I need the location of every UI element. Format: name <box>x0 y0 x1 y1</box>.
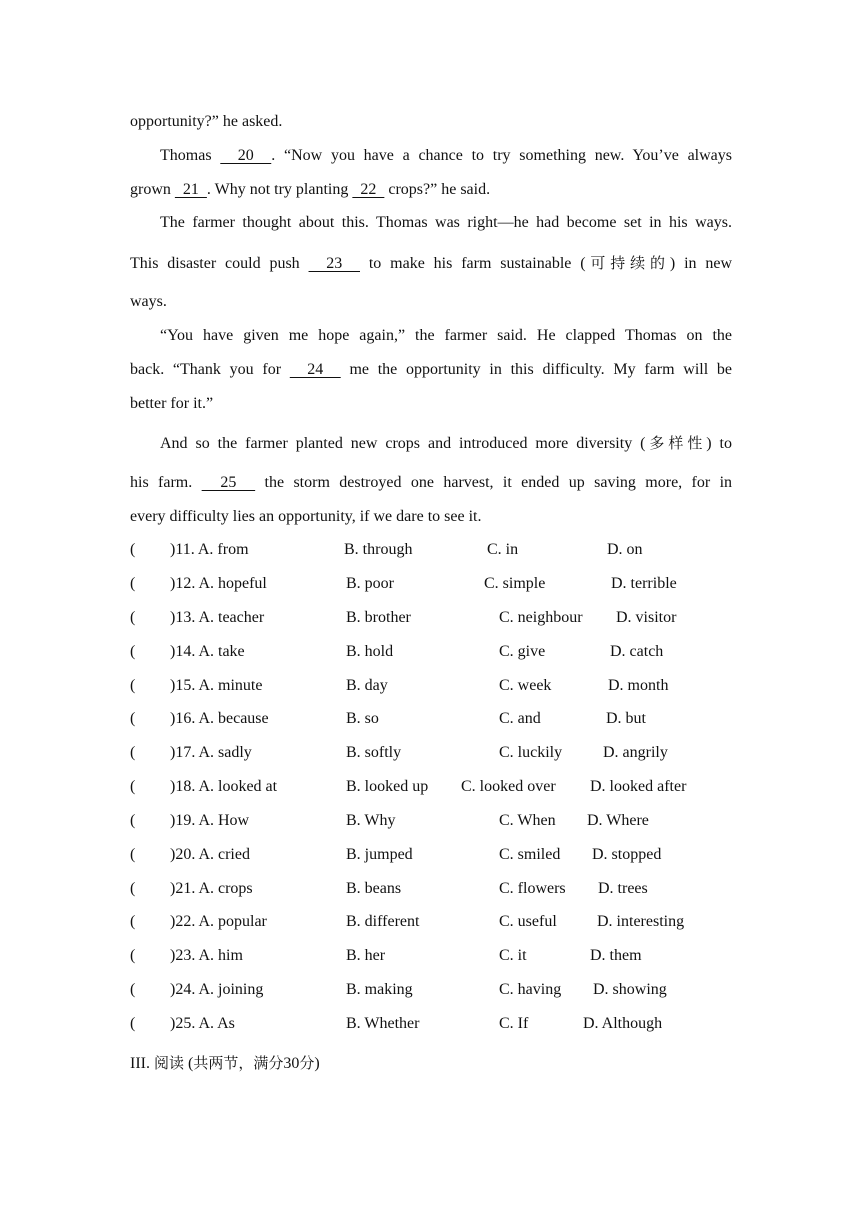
option-c: C. week <box>499 677 552 694</box>
option-a: )11. A. from <box>170 541 249 558</box>
option-c: C. looked over <box>461 778 556 795</box>
option-a: )15. A. minute <box>170 677 263 694</box>
option-c: C. simple <box>484 575 546 592</box>
option-b: B. looked up <box>346 778 429 795</box>
option-c: C. If <box>499 1015 529 1032</box>
question-row <box>130 845 750 865</box>
passage-text: every difficulty lies an opportunity, if we dare to see it. <box>130 508 482 525</box>
passage-text: crops?” he said. <box>384 181 491 198</box>
passage-text: This disaster could push <box>130 255 309 272</box>
passage-text: me the opportunity in this difficulty. My farm will be <box>340 361 733 378</box>
option-c: C. it <box>499 947 527 964</box>
answer-paren: ( <box>130 677 136 694</box>
blank-23: 23 <box>308 255 360 272</box>
option-d: D. stopped <box>592 846 662 863</box>
passage-text: “You have given me hope again,” the farmer said. He clapped Thomas on the <box>160 327 732 344</box>
passage-text: And so the farmer planted new crops and introduced more diversity ( <box>160 435 646 452</box>
option-a: )12. A. hopeful <box>170 575 267 592</box>
question-row <box>130 777 750 797</box>
option-c: C. in <box>487 541 519 558</box>
blank-25: 25 <box>201 474 256 491</box>
option-c: C. having <box>499 981 562 998</box>
option-c: C. and <box>499 710 541 727</box>
option-c: C. give <box>499 643 546 660</box>
answer-paren: ( <box>130 575 136 592</box>
option-b: B. so <box>346 710 379 727</box>
passage-line <box>130 507 732 527</box>
passage-text: better for it.” <box>130 395 214 412</box>
passage-line <box>130 473 732 493</box>
option-b: B. Whether <box>346 1015 420 1032</box>
option-c: C. When <box>499 812 556 829</box>
option-d: D. showing <box>593 981 667 998</box>
option-b: B. making <box>346 981 413 998</box>
answer-paren: ( <box>130 710 136 727</box>
option-a: )14. A. take <box>170 643 245 660</box>
answer-paren: ( <box>130 643 136 660</box>
answer-paren: ( <box>130 744 136 761</box>
section-text-cjk: 共两节，满分 <box>193 1054 284 1072</box>
blank-22: 22 <box>352 181 385 198</box>
section-heading <box>130 1053 320 1074</box>
option-c: C. useful <box>499 913 557 930</box>
option-d: D. visitor <box>616 609 677 626</box>
option-d: D. angrily <box>603 744 668 761</box>
option-d: D. Where <box>587 812 649 829</box>
option-a: )24. A. joining <box>170 981 264 998</box>
blank-21: 21 <box>174 181 207 198</box>
option-c: C. luckily <box>499 744 563 761</box>
option-d: D. on <box>607 541 643 558</box>
option-a: )22. A. popular <box>170 913 267 930</box>
option-b: B. softly <box>346 744 402 761</box>
option-a: )16. A. because <box>170 710 269 727</box>
option-d: D. them <box>590 947 642 964</box>
passage-text: the storm destroyed one harvest, it ended up saving more, for in <box>255 474 733 491</box>
passage-line <box>130 360 732 380</box>
section-text-cjk: 分 <box>299 1054 315 1072</box>
option-d: D. catch <box>610 643 664 660</box>
answer-paren: ( <box>130 541 136 558</box>
option-c: C. smiled <box>499 846 561 863</box>
answer-paren: ( <box>130 812 136 829</box>
question-row <box>130 574 750 594</box>
passage-text: . Why not try planting <box>206 181 353 198</box>
section-text: ) <box>314 1055 320 1072</box>
passage-line <box>130 433 732 454</box>
question-row <box>130 980 750 1000</box>
option-b: B. poor <box>346 575 394 592</box>
option-b: B. her <box>346 947 386 964</box>
passage-line <box>130 292 732 312</box>
answer-paren: ( <box>130 846 136 863</box>
option-b: B. beans <box>346 880 402 897</box>
option-b: B. through <box>344 541 413 558</box>
option-b: B. different <box>346 913 420 930</box>
passage-text: ) to <box>706 435 732 452</box>
option-d: D. month <box>608 677 669 694</box>
option-c: C. flowers <box>499 880 566 897</box>
blank-24: 24 <box>289 361 341 378</box>
question-row <box>130 540 750 560</box>
option-a: )17. A. sadly <box>170 744 252 761</box>
answer-paren: ( <box>130 880 136 897</box>
answer-paren: ( <box>130 913 136 930</box>
passage-line <box>130 112 732 132</box>
option-b: B. Why <box>346 812 396 829</box>
question-row <box>130 608 750 628</box>
answer-paren: ( <box>130 947 136 964</box>
passage-text: to make his farm sustainable ( <box>360 255 586 272</box>
question-row <box>130 676 750 696</box>
passage-line <box>130 394 732 414</box>
section-score: 30 <box>283 1055 300 1072</box>
option-c: C. neighbour <box>499 609 583 626</box>
option-a: )25. A. As <box>170 1015 235 1032</box>
passage-line <box>130 213 732 233</box>
option-a: )23. A. him <box>170 947 243 964</box>
answer-paren: ( <box>130 609 136 626</box>
passage-text: opportunity?” he asked. <box>130 113 283 130</box>
option-a: )13. A. teacher <box>170 609 265 626</box>
answer-paren: ( <box>130 778 136 795</box>
passage-text: ) in new <box>669 255 733 272</box>
question-row <box>130 709 750 729</box>
option-d: D. interesting <box>597 913 685 930</box>
passage-text: ways. <box>130 293 167 310</box>
question-row <box>130 811 750 831</box>
passage-text: grown <box>130 181 175 198</box>
section-number: III. <box>130 1055 154 1072</box>
option-d: D. looked after <box>590 778 687 795</box>
section-text: ( <box>184 1055 194 1072</box>
option-d: D. terrible <box>611 575 677 592</box>
option-d: D. trees <box>598 880 648 897</box>
option-a: )19. A. How <box>170 812 250 829</box>
option-d: D. but <box>606 710 646 727</box>
option-b: B. brother <box>346 609 411 626</box>
passage-text: back. “Thank you for <box>130 361 290 378</box>
passage-line <box>130 180 732 200</box>
answer-paren: ( <box>130 981 136 998</box>
passage-text: Thomas <box>160 147 221 164</box>
option-a: )21. A. crops <box>170 880 253 897</box>
option-d: D. Although <box>583 1015 663 1032</box>
question-row <box>130 743 750 763</box>
answer-paren: ( <box>130 1015 136 1032</box>
passage-line <box>130 253 732 274</box>
blank-20: 20 <box>220 147 272 164</box>
option-b: B. day <box>346 677 388 694</box>
passage-line <box>130 326 732 346</box>
passage-line <box>130 146 732 166</box>
passage-text-cjk: 可持续的 <box>585 254 670 272</box>
question-row <box>130 642 750 662</box>
option-b: B. jumped <box>346 846 413 863</box>
passage-text: The farmer thought about this. Thomas was right—he had become set in his ways. <box>160 214 732 231</box>
option-a: )18. A. looked at <box>170 778 278 795</box>
passage-text-cjk: 多样性 <box>645 434 707 452</box>
passage-text: . “Now you have a chance to try something new. You’ve always <box>271 147 733 164</box>
passage-text: his farm. <box>130 474 202 491</box>
question-row <box>130 1014 750 1034</box>
question-row <box>130 912 750 932</box>
question-row <box>130 879 750 899</box>
option-a: )20. A. cried <box>170 846 250 863</box>
option-b: B. hold <box>346 643 394 660</box>
section-title: 阅读 <box>153 1054 184 1072</box>
question-row <box>130 946 750 966</box>
